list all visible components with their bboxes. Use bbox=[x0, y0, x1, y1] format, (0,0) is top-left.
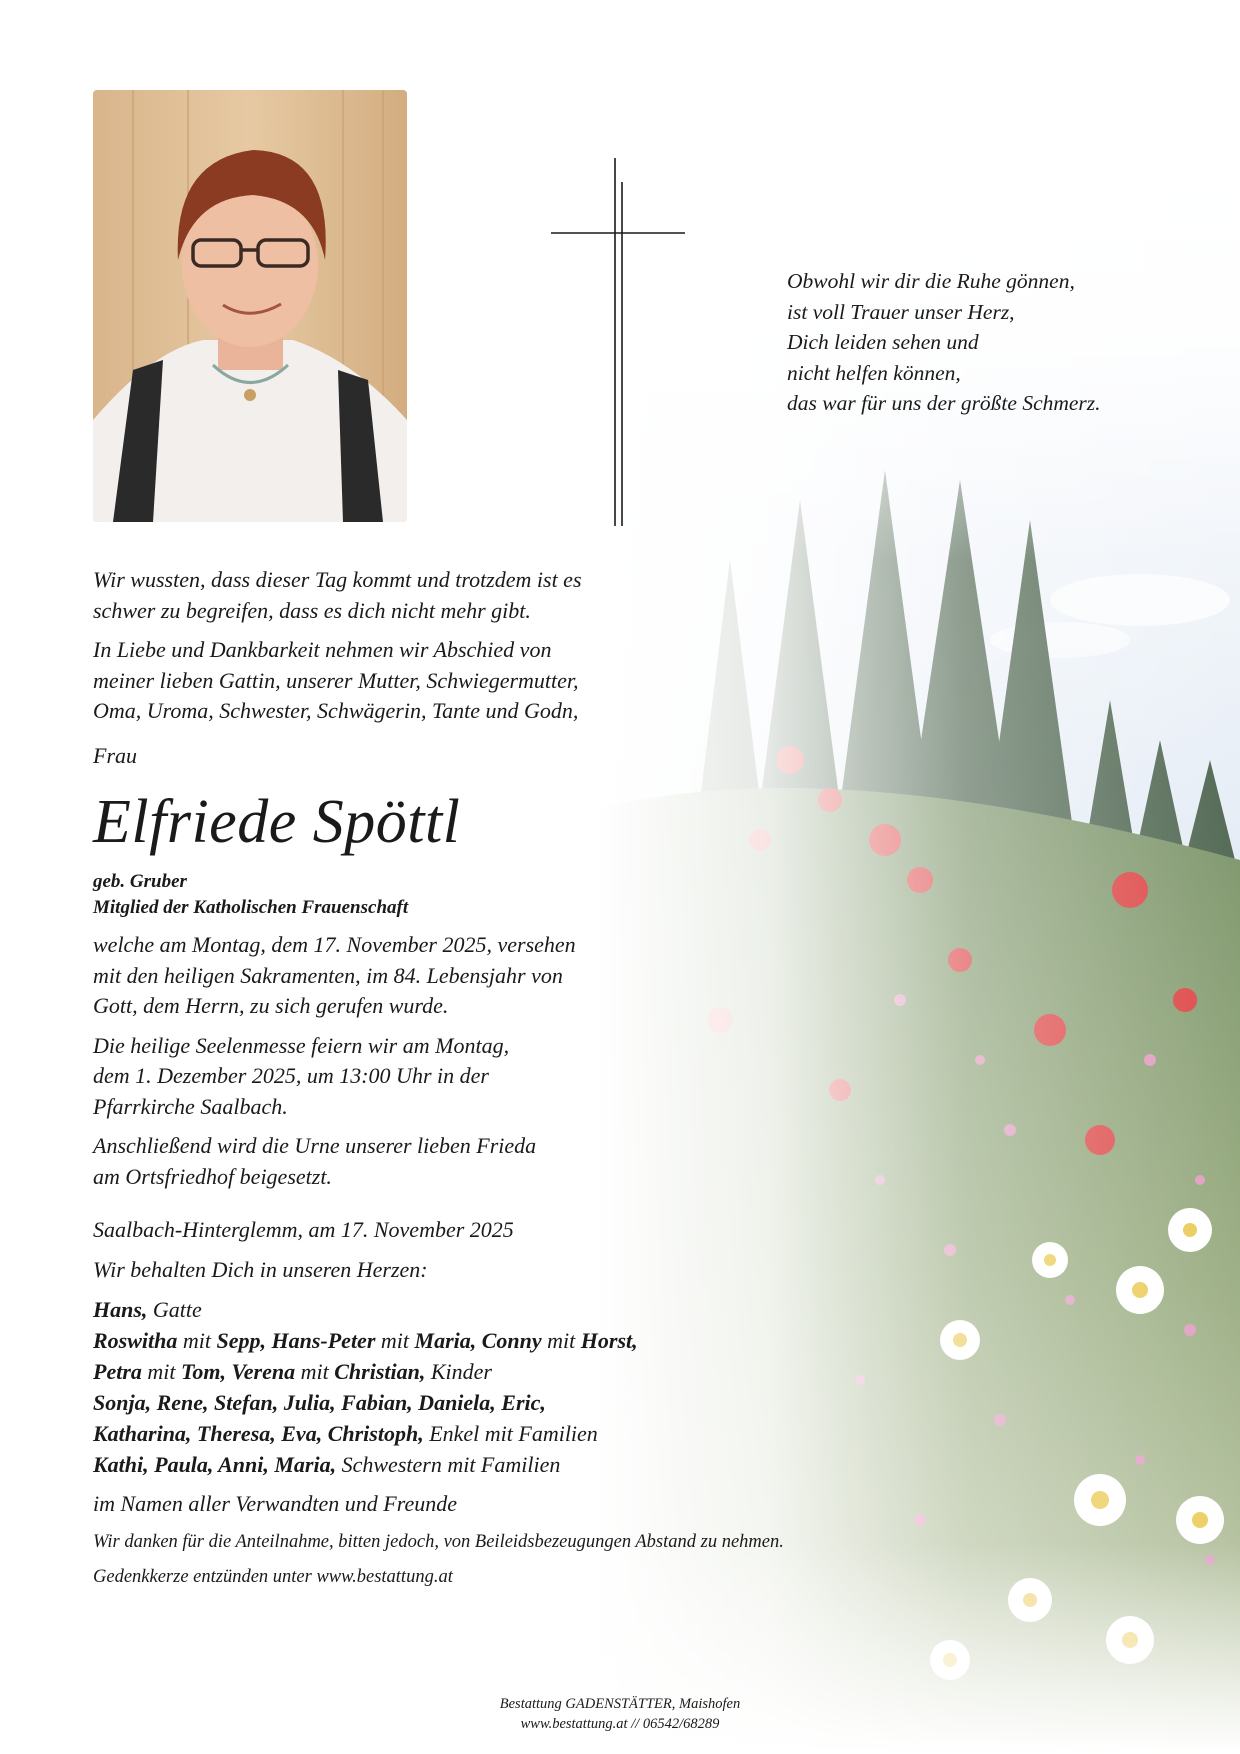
poem bbox=[787, 266, 1207, 419]
mass-line: dem 1. Dezember 2025, um 13:00 Uhr in der bbox=[93, 1063, 489, 1088]
family-line bbox=[93, 1418, 813, 1449]
farewell-line: Oma, Uroma, Schwester, Schwägerin, Tante und Godn, bbox=[93, 698, 579, 723]
deceased-name: Elfriede Spöttl bbox=[93, 788, 461, 856]
mass-line: Die heilige Seelenmesse feiern wir am Montag, bbox=[93, 1032, 510, 1058]
obituary-text bbox=[93, 565, 813, 1590]
remember-line: Wir behalten Dich in unseren Herzen: bbox=[93, 1256, 428, 1282]
family-names: Sepp, Hans-Peter bbox=[216, 1328, 376, 1353]
farewell-line: In Liebe und Dankbarkeit nehmen wir Abschied von bbox=[93, 637, 552, 662]
family-relation: Gatte bbox=[147, 1297, 202, 1322]
membership: Mitglied der Katholischen Frauenschaft bbox=[93, 897, 409, 918]
birth-name: geb. Gruber bbox=[93, 871, 187, 892]
family-names: Maria, Conny bbox=[414, 1328, 542, 1353]
family-names: Petra bbox=[93, 1359, 142, 1384]
death-notice bbox=[93, 930, 813, 1022]
family-names: Roswitha bbox=[93, 1328, 178, 1353]
funeral-home-footer bbox=[0, 1694, 1240, 1734]
mass-paragraph bbox=[93, 1031, 813, 1123]
portrait-photo bbox=[93, 90, 407, 522]
candle-note: Gedenkkerze entzünden unter www.bestattung.at bbox=[93, 1566, 453, 1587]
farewell-paragraph bbox=[93, 635, 813, 727]
family-line bbox=[93, 1449, 813, 1480]
family-relation: Kinder bbox=[425, 1359, 492, 1384]
farewell-line: meiner lieben Gattin, unserer Mutter, Schwiegermutter, bbox=[93, 667, 579, 693]
family-names: Christian, bbox=[334, 1359, 426, 1384]
family-names: Sonja, Rene, Stefan, Julia, Fabian, Daniela, Eric, bbox=[93, 1390, 546, 1415]
burial-paragraph bbox=[93, 1131, 813, 1192]
salutation: Frau bbox=[93, 742, 137, 768]
burial-line: am Ortsfriedhof beigesetzt. bbox=[93, 1163, 332, 1189]
family-relation: Enkel mit Familien bbox=[423, 1421, 598, 1446]
family-connector: mit bbox=[177, 1328, 217, 1353]
family-line bbox=[93, 1387, 813, 1418]
family-line bbox=[93, 1356, 813, 1387]
poem-line: nicht helfen können, bbox=[787, 360, 961, 385]
intro-line: Wir wussten, dass dieser Tag kommt und trotzdem ist es bbox=[93, 567, 582, 592]
family-connector: mit bbox=[375, 1328, 415, 1353]
intro-line: schwer zu begreifen, dass es dich nicht mehr gibt. bbox=[93, 597, 531, 623]
family-line bbox=[93, 1325, 813, 1356]
poem-line: das war für uns der größte Schmerz. bbox=[787, 391, 1101, 415]
funeral-home-name: Bestattung GADENSTÄTTER, Maishofen bbox=[499, 1696, 741, 1712]
family-list bbox=[93, 1294, 813, 1480]
family-relation: Schwestern mit Familien bbox=[336, 1452, 561, 1477]
cross-icon bbox=[548, 158, 688, 526]
thanks-note: Wir danken für die Anteilnahme, bitten jedoch, von Beileidsbezeugungen Abstand zu nehmen. bbox=[93, 1531, 784, 1552]
funeral-home-contact: www.bestattung.at // 06542/68289 bbox=[520, 1716, 720, 1732]
family-connector: mit bbox=[541, 1328, 581, 1353]
family-names: Hans, bbox=[93, 1297, 148, 1322]
death-notice-line: mit den heiligen Sakramenten, im 84. Lebensjahr von bbox=[93, 962, 563, 988]
family-line bbox=[93, 1294, 813, 1325]
poem-line: Obwohl wir dir die Ruhe gönnen, bbox=[787, 269, 1075, 293]
poem-line: ist voll Trauer unser Herz, bbox=[787, 299, 1015, 324]
on-behalf-line: im Namen aller Verwandten und Freunde bbox=[93, 1491, 457, 1516]
death-notice-line: welche am Montag, dem 17. November 2025, versehen bbox=[93, 932, 576, 957]
family-names: Katharina, Theresa, Eva, Christoph, bbox=[93, 1421, 424, 1446]
mass-line: Pfarrkirche Saalbach. bbox=[93, 1093, 288, 1119]
family-names: Tom, Verena bbox=[181, 1359, 296, 1384]
family-connector: mit bbox=[141, 1359, 182, 1384]
burial-line: Anschließend wird die Urne unserer lieben Frieda bbox=[93, 1133, 537, 1158]
family-connector: mit bbox=[295, 1359, 335, 1384]
death-notice-line: Gott, dem Herrn, zu sich gerufen wurde. bbox=[93, 993, 449, 1018]
intro-paragraph bbox=[93, 565, 813, 626]
family-names: Horst, bbox=[580, 1328, 638, 1353]
poem-line: Dich leiden sehen und bbox=[787, 330, 979, 354]
family-names: Kathi, Paula, Anni, Maria, bbox=[93, 1452, 337, 1477]
place-date: Saalbach-Hinterglemm, am 17. November 2025 bbox=[93, 1217, 514, 1242]
